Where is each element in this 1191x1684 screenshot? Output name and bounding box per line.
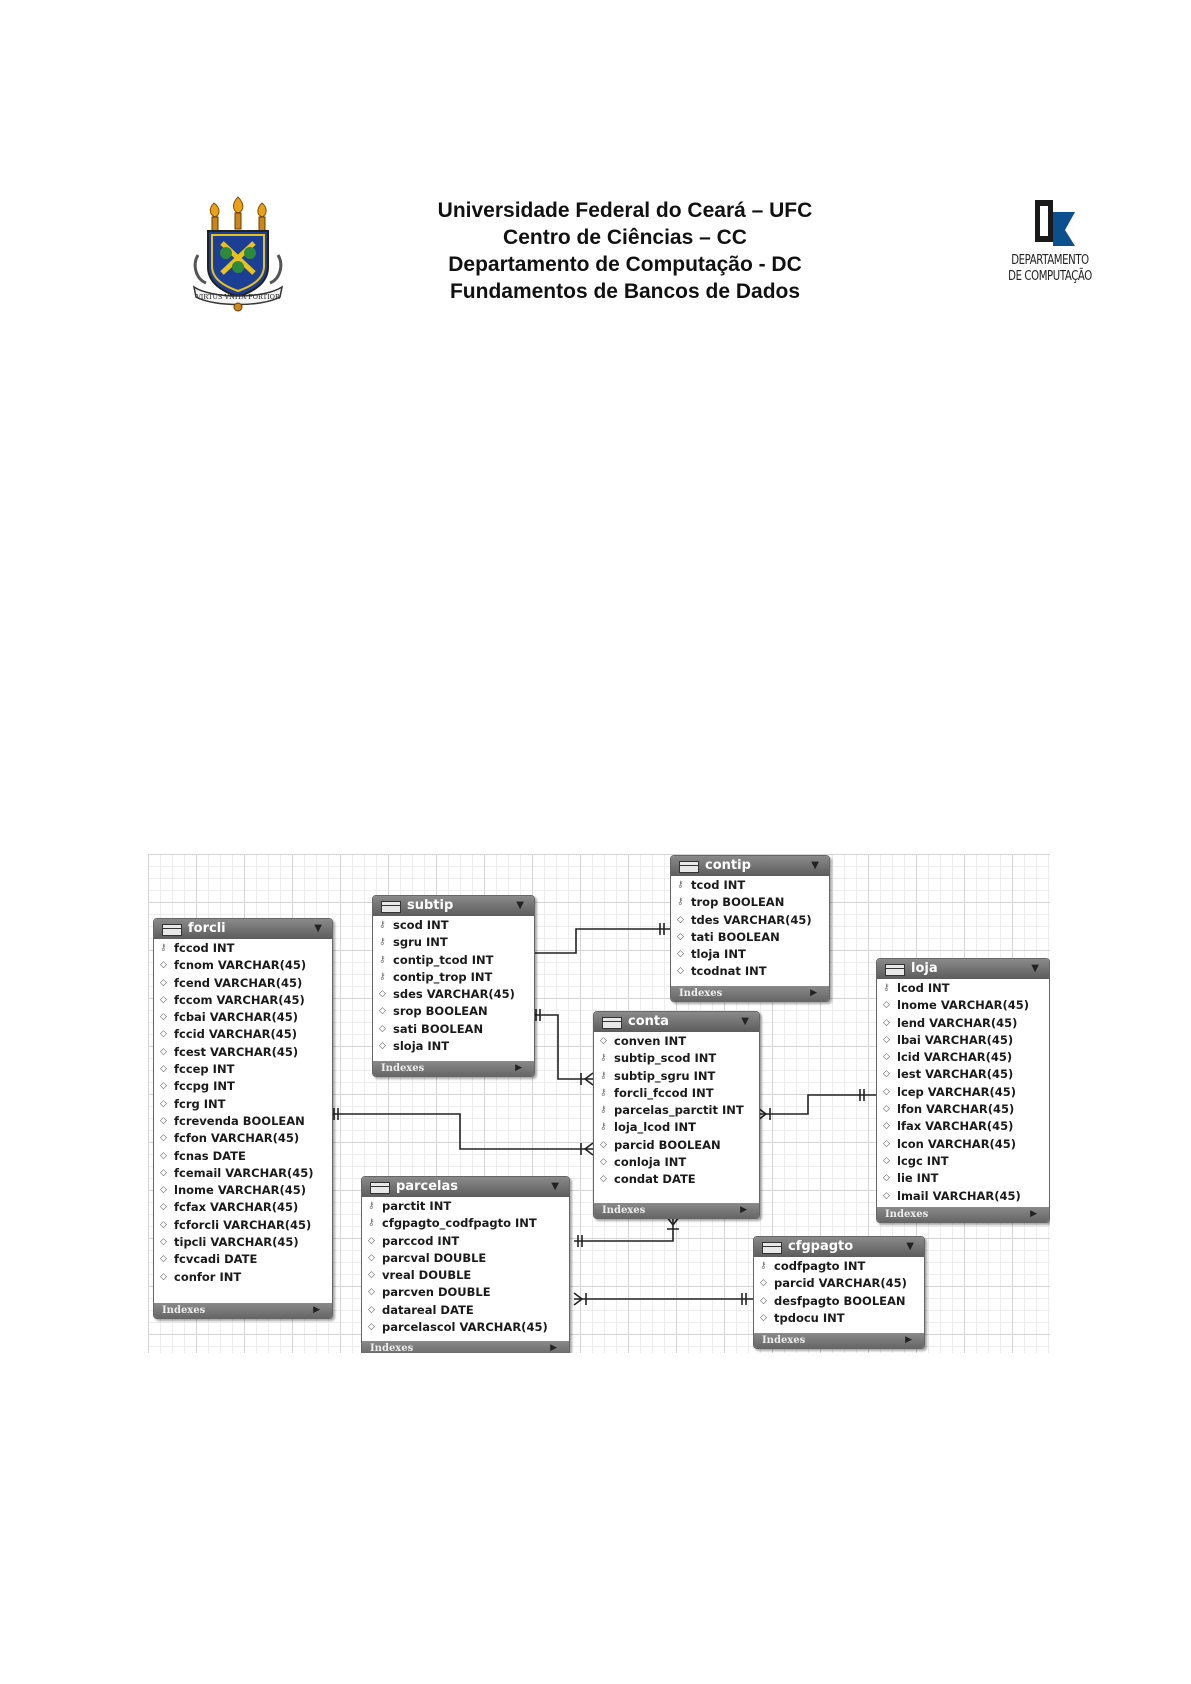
diamond-column-icon: ◇ — [760, 1278, 767, 1289]
diamond-column-icon: ◇ — [160, 1202, 167, 1213]
diamond-column-icon: ◇ — [160, 1029, 167, 1040]
attribute-row[interactable] — [373, 986, 534, 1003]
table-icon — [370, 1182, 390, 1194]
diamond-column-icon: ◇ — [883, 1069, 890, 1080]
diamond-column-icon: ◇ — [883, 1052, 890, 1063]
attribute-row[interactable] — [362, 1233, 569, 1250]
expand-arrow-icon[interactable]: ▶ — [905, 1335, 912, 1345]
attribute-text: sloja INT — [393, 1039, 450, 1054]
entity-header[interactable] — [373, 896, 534, 916]
attribute-row[interactable] — [877, 980, 1049, 997]
diamond-column-icon: ◇ — [677, 931, 684, 942]
attribute-row[interactable] — [877, 1049, 1049, 1066]
entity-name: subtip — [407, 898, 454, 913]
key-icon: ⚷ — [600, 1087, 607, 1098]
diamond-column-icon: ◇ — [160, 1219, 167, 1230]
attribute-row[interactable] — [373, 1021, 534, 1038]
indexes-label: Indexes — [885, 1209, 929, 1220]
attribute-row[interactable] — [154, 1113, 332, 1130]
indexes-label: Indexes — [679, 988, 723, 999]
diamond-column-icon: ◇ — [160, 1271, 167, 1282]
attribute-text: fcbai VARCHAR(45) — [174, 1010, 298, 1025]
table-icon — [885, 964, 905, 976]
attribute-row[interactable] — [594, 1068, 759, 1085]
attribute-text: scod INT — [393, 918, 449, 932]
attribute-text: parcelascol VARCHAR(45) — [382, 1320, 548, 1335]
attribute-text: vreal DOUBLE — [382, 1268, 472, 1283]
collapse-chevron-icon[interactable]: ▼ — [811, 860, 819, 871]
entity-loja[interactable] — [876, 958, 1050, 1223]
attribute-text: fcemail VARCHAR(45) — [174, 1165, 314, 1180]
attribute-row[interactable] — [877, 1170, 1049, 1187]
collapse-chevron-icon[interactable]: ▼ — [741, 1016, 749, 1027]
entity-contip[interactable] — [670, 855, 830, 1002]
expand-arrow-icon[interactable]: ▶ — [515, 1063, 522, 1073]
key-icon: ⚷ — [600, 1105, 607, 1116]
expand-arrow-icon[interactable]: ▶ — [313, 1305, 320, 1315]
key-icon: ⚷ — [160, 943, 167, 953]
attribute-text: lnome VARCHAR(45) — [897, 998, 1030, 1013]
indexes-label: Indexes — [762, 1335, 806, 1346]
entity-name: contip — [705, 858, 751, 873]
attribute-text: codfpagto INT — [774, 1259, 866, 1273]
attribute-row[interactable] — [877, 1066, 1049, 1083]
diamond-column-icon: ◇ — [160, 1115, 167, 1126]
diamond-column-icon: ◇ — [379, 1006, 386, 1017]
attribute-text: tcod INT — [691, 878, 746, 892]
attribute-text: fcvcadi DATE — [174, 1252, 258, 1267]
attribute-text: fccpg INT — [174, 1079, 235, 1094]
key-icon: ⚷ — [368, 1218, 375, 1229]
diamond-column-icon: ◇ — [379, 1023, 386, 1034]
diamond-column-icon: ◇ — [677, 949, 684, 960]
indexes-label: Indexes — [162, 1305, 206, 1316]
attribute-row[interactable] — [671, 929, 829, 946]
diamond-column-icon: ◇ — [883, 1173, 890, 1184]
entity-name: parcelas — [396, 1179, 458, 1194]
attribute-row[interactable] — [754, 1275, 924, 1292]
entity-header[interactable] — [877, 959, 1049, 979]
attribute-row[interactable] — [594, 1154, 759, 1171]
attribute-row[interactable] — [154, 975, 332, 992]
indexes-label: Indexes — [602, 1205, 646, 1216]
attribute-text: sdes VARCHAR(45) — [393, 987, 515, 1002]
attribute-row[interactable] — [154, 957, 332, 974]
diamond-column-icon: ◇ — [760, 1312, 767, 1323]
key-icon: ⚷ — [600, 1053, 607, 1064]
attribute-text: contip_trop INT — [393, 969, 493, 984]
attribute-row[interactable] — [373, 969, 534, 986]
attribute-text: tpdocu INT — [774, 1310, 845, 1325]
attribute-row[interactable] — [154, 1234, 332, 1251]
diamond-column-icon: ◇ — [760, 1295, 767, 1306]
diamond-column-icon: ◇ — [883, 1000, 890, 1011]
attribute-row[interactable] — [373, 952, 534, 969]
attribute-row[interactable] — [594, 1102, 759, 1119]
er-diagram — [148, 854, 1050, 1353]
attribute-text: fccid VARCHAR(45) — [174, 1027, 298, 1042]
attribute-text: tipcli VARCHAR(45) — [174, 1235, 299, 1250]
diamond-column-icon: ◇ — [160, 1185, 167, 1196]
attribute-text: fccep INT — [174, 1062, 235, 1077]
diamond-column-icon: ◇ — [600, 1036, 607, 1046]
attribute-row[interactable] — [362, 1215, 569, 1232]
relation-subtip-contip — [533, 929, 670, 953]
attribute-text: subtip_scod INT — [614, 1051, 717, 1066]
attribute-row[interactable] — [373, 1038, 534, 1055]
entity-header[interactable] — [671, 856, 829, 876]
diamond-column-icon: ◇ — [160, 1167, 167, 1178]
attribute-row[interactable] — [154, 1182, 332, 1199]
relation-conta-loja — [758, 1095, 876, 1114]
attribute-text: parcval DOUBLE — [382, 1250, 487, 1265]
attribute-text: lcon VARCHAR(45) — [897, 1136, 1017, 1151]
attribute-text: parcid VARCHAR(45) — [774, 1276, 907, 1291]
attribute-row[interactable] — [594, 1050, 759, 1067]
attribute-text: lcid VARCHAR(45) — [897, 1050, 1013, 1065]
attribute-text: lest VARCHAR(45) — [897, 1067, 1014, 1082]
diamond-column-icon: ◇ — [368, 1287, 375, 1298]
expand-arrow-icon[interactable]: ▶ — [1030, 1209, 1037, 1219]
diamond-column-icon: ◇ — [883, 1138, 890, 1149]
attribute-row[interactable] — [154, 1078, 332, 1095]
attribute-text: fccod INT — [174, 941, 235, 955]
attribute-text: loja_lcod INT — [614, 1120, 696, 1135]
attribute-row[interactable] — [754, 1258, 924, 1275]
diamond-column-icon: ◇ — [368, 1270, 375, 1281]
diamond-column-icon: ◇ — [160, 1098, 167, 1109]
attribute-text: parccod INT — [382, 1233, 460, 1248]
attribute-row[interactable] — [362, 1250, 569, 1267]
attribute-text: fcfon VARCHAR(45) — [174, 1131, 300, 1146]
key-icon: ⚷ — [379, 937, 386, 948]
attribute-row[interactable] — [671, 963, 829, 980]
attribute-text: conloja INT — [614, 1155, 687, 1170]
collapse-chevron-icon[interactable]: ▼ — [516, 900, 524, 911]
header-line-center: Centro de Ciências – CC — [503, 226, 747, 249]
dc-logo-text-line1: DEPARTAMENTO — [1011, 253, 1089, 268]
diamond-column-icon: ◇ — [677, 966, 684, 977]
attribute-row[interactable] — [154, 1217, 332, 1234]
attribute-row[interactable] — [154, 1199, 332, 1216]
entity-conta[interactable] — [593, 1011, 760, 1219]
indexes-footer[interactable] — [877, 1207, 1049, 1222]
diamond-column-icon: ◇ — [160, 1046, 167, 1057]
attribute-text: lie INT — [897, 1171, 939, 1186]
expand-arrow-icon[interactable]: ▶ — [810, 988, 817, 998]
diamond-column-icon: ◇ — [883, 1104, 890, 1115]
entity-name: forcli — [188, 921, 226, 936]
attribute-text: sgru INT — [393, 935, 448, 950]
attribute-row[interactable] — [362, 1267, 569, 1284]
svg-text:VIRTUS VNITA FORTIOR: VIRTUS VNITA FORTIOR — [196, 293, 280, 301]
dc-department-logo — [990, 198, 1110, 298]
indexes-label: Indexes — [370, 1343, 414, 1353]
entity-name: cfgpagto — [788, 1239, 854, 1254]
attribute-text: srop BOOLEAN — [393, 1004, 488, 1019]
attribute-text: lcep VARCHAR(45) — [897, 1084, 1017, 1099]
attribute-row[interactable] — [154, 1044, 332, 1061]
attribute-row[interactable] — [154, 1148, 332, 1165]
indexes-footer[interactable] — [362, 1341, 569, 1353]
relation-forcli-conta — [331, 1114, 593, 1149]
indexes-footer[interactable] — [154, 1303, 332, 1318]
entity-header[interactable] — [594, 1012, 759, 1032]
attribute-text: datareal DATE — [382, 1302, 474, 1317]
document-header — [400, 197, 850, 305]
diamond-column-icon: ◇ — [160, 1254, 167, 1265]
attribute-row[interactable] — [594, 1137, 759, 1154]
diamond-column-icon: ◇ — [368, 1304, 375, 1315]
entity-subtip[interactable] — [372, 895, 535, 1077]
key-icon: ⚷ — [677, 880, 684, 890]
relation-subtip-conta — [533, 1015, 593, 1079]
attribute-text: lfon VARCHAR(45) — [897, 1102, 1015, 1117]
attribute-row[interactable] — [154, 992, 332, 1009]
collapse-chevron-icon[interactable]: ▼ — [906, 1241, 914, 1252]
attribute-row[interactable] — [373, 917, 534, 934]
attribute-text: tdes VARCHAR(45) — [691, 912, 812, 927]
table-icon — [162, 924, 182, 936]
indexes-footer[interactable] — [671, 986, 829, 1001]
attribute-row[interactable] — [154, 1165, 332, 1182]
diamond-column-icon: ◇ — [600, 1174, 607, 1185]
dc-logo-text-line2: DE COMPUTAÇÃO — [1008, 269, 1092, 284]
attribute-row[interactable] — [362, 1319, 569, 1336]
attribute-row[interactable] — [671, 912, 829, 929]
diamond-column-icon: ◇ — [160, 977, 167, 988]
attribute-text: desfpagto BOOLEAN — [774, 1293, 906, 1308]
diamond-column-icon: ◇ — [379, 989, 386, 1000]
attribute-text: fcforcli VARCHAR(45) — [174, 1217, 312, 1232]
attribute-text: fcnom VARCHAR(45) — [174, 958, 307, 973]
key-icon: ⚷ — [379, 954, 386, 965]
entity-header[interactable] — [362, 1177, 569, 1197]
attribute-text: trop BOOLEAN — [691, 895, 785, 910]
entity-header[interactable] — [154, 919, 332, 939]
key-icon: ⚷ — [600, 1122, 607, 1133]
attribute-text: parcelas_parctit INT — [614, 1103, 744, 1118]
entity-header[interactable] — [754, 1237, 924, 1257]
attribute-row[interactable] — [877, 1084, 1049, 1101]
diamond-column-icon: ◇ — [883, 1155, 890, 1166]
attribute-row[interactable] — [154, 1026, 332, 1043]
attribute-text: lcgc INT — [897, 1153, 949, 1168]
entity-name: conta — [628, 1014, 669, 1029]
entity-parcelas[interactable] — [361, 1176, 570, 1353]
key-icon: ⚷ — [883, 983, 890, 993]
diamond-column-icon: ◇ — [600, 1157, 607, 1168]
table-icon — [679, 861, 699, 873]
attribute-row[interactable] — [671, 894, 829, 911]
attribute-row[interactable] — [877, 997, 1049, 1014]
attribute-row[interactable] — [154, 940, 332, 957]
attribute-row[interactable] — [877, 1136, 1049, 1153]
attribute-row[interactable] — [754, 1293, 924, 1310]
attribute-text: sati BOOLEAN — [393, 1021, 484, 1036]
attribute-row[interactable] — [877, 1032, 1049, 1049]
attribute-text: lmail VARCHAR(45) — [897, 1188, 1021, 1203]
dc-mark-icon — [1031, 198, 1079, 250]
attribute-row[interactable] — [671, 946, 829, 963]
table-icon — [381, 901, 401, 913]
attribute-row[interactable] — [594, 1085, 759, 1102]
diamond-column-icon: ◇ — [368, 1252, 375, 1263]
attribute-text: fcest VARCHAR(45) — [174, 1044, 299, 1059]
attribute-text: condat DATE — [614, 1172, 696, 1187]
attribute-row[interactable] — [154, 1009, 332, 1026]
attribute-text: lbai VARCHAR(45) — [897, 1032, 1014, 1047]
diamond-column-icon: ◇ — [677, 914, 684, 925]
key-icon: ⚷ — [379, 971, 386, 982]
ufc-coat-of-arms-logo — [188, 195, 288, 313]
attribute-row[interactable] — [877, 1118, 1049, 1135]
attribute-row[interactable] — [373, 934, 534, 951]
attribute-text: lend VARCHAR(45) — [897, 1015, 1018, 1030]
collapse-chevron-icon[interactable]: ▼ — [1031, 963, 1039, 974]
attribute-row[interactable] — [154, 1130, 332, 1147]
attribute-text: tati BOOLEAN — [691, 929, 780, 944]
attribute-row[interactable] — [877, 1015, 1049, 1032]
table-icon — [762, 1242, 782, 1254]
diamond-column-icon: ◇ — [883, 1121, 890, 1132]
entity-name: loja — [911, 961, 938, 976]
diamond-column-icon: ◇ — [600, 1139, 607, 1150]
attribute-text: lcod INT — [897, 981, 950, 995]
diamond-column-icon: ◇ — [160, 1133, 167, 1144]
indexes-footer[interactable] — [373, 1061, 534, 1076]
attribute-row[interactable] — [671, 877, 829, 894]
attribute-text: tcodnat INT — [691, 964, 767, 979]
attribute-text: fcrg INT — [174, 1096, 226, 1111]
attribute-row[interactable] — [362, 1198, 569, 1215]
attribute-text: lfax VARCHAR(45) — [897, 1119, 1014, 1134]
indexes-label: Indexes — [381, 1063, 425, 1074]
attribute-row[interactable] — [154, 1061, 332, 1078]
diamond-column-icon: ◇ — [160, 1064, 167, 1075]
attribute-text: fccom VARCHAR(45) — [174, 992, 305, 1007]
key-icon: ⚷ — [368, 1201, 375, 1211]
diamond-column-icon: ◇ — [160, 994, 167, 1005]
diamond-column-icon: ◇ — [883, 1034, 890, 1045]
attribute-row[interactable] — [154, 1096, 332, 1113]
attribute-text: parcven DOUBLE — [382, 1285, 491, 1300]
entity-cfgpagto[interactable] — [753, 1236, 925, 1349]
key-icon: ⚷ — [379, 920, 386, 930]
attribute-text: subtip_sgru INT — [614, 1068, 716, 1083]
diamond-column-icon: ◇ — [379, 1041, 386, 1052]
attribute-text: lnome VARCHAR(45) — [174, 1183, 307, 1198]
attribute-text: cfgpagto_codfpagto INT — [382, 1216, 537, 1231]
attribute-text: contip_tcod INT — [393, 952, 494, 967]
header-line-department: Departamento de Computação - DC — [448, 253, 802, 276]
diamond-column-icon: ◇ — [160, 960, 167, 971]
key-icon: ⚷ — [600, 1070, 607, 1081]
attribute-row[interactable] — [877, 1188, 1049, 1205]
diamond-column-icon: ◇ — [160, 1012, 167, 1023]
attribute-row[interactable] — [594, 1119, 759, 1136]
attribute-text: parctit INT — [382, 1199, 452, 1213]
indexes-footer[interactable] — [594, 1203, 759, 1218]
header-line-university: Universidade Federal do Ceará – UFC — [437, 199, 813, 222]
attribute-row[interactable] — [154, 1269, 332, 1286]
attribute-text: fcrevenda BOOLEAN — [174, 1113, 305, 1128]
diamond-column-icon: ◇ — [883, 1190, 890, 1201]
attribute-row[interactable] — [594, 1033, 759, 1050]
attribute-text: conven INT — [614, 1034, 687, 1048]
attribute-row[interactable] — [154, 1251, 332, 1268]
attribute-row[interactable] — [362, 1302, 569, 1319]
diamond-column-icon: ◇ — [883, 1086, 890, 1097]
attribute-text: fcnas DATE — [174, 1148, 246, 1163]
attribute-row[interactable] — [877, 1153, 1049, 1170]
diamond-column-icon: ◇ — [160, 1237, 167, 1248]
expand-arrow-icon[interactable]: ▶ — [550, 1343, 557, 1353]
torches-icon — [210, 197, 266, 231]
table-icon — [602, 1017, 622, 1029]
diamond-column-icon: ◇ — [368, 1322, 375, 1333]
attribute-row[interactable] — [362, 1284, 569, 1301]
entity-forcli[interactable] — [153, 918, 333, 1319]
attribute-text: confor INT — [174, 1269, 242, 1284]
attribute-text: fcend VARCHAR(45) — [174, 975, 303, 990]
indexes-footer[interactable] — [754, 1333, 924, 1348]
diamond-column-icon: ◇ — [368, 1235, 375, 1246]
diamond-column-icon: ◇ — [883, 1017, 890, 1028]
diamond-column-icon: ◇ — [160, 1081, 167, 1092]
attribute-text: parcid BOOLEAN — [614, 1137, 721, 1152]
attribute-text: forcli_fccod INT — [614, 1085, 714, 1100]
key-icon: ⚷ — [677, 897, 684, 908]
collapse-chevron-icon[interactable]: ▼ — [551, 1181, 559, 1192]
relation-parcelas-conta — [574, 1217, 673, 1241]
collapse-chevron-icon[interactable]: ▼ — [314, 923, 322, 934]
attribute-text: tloja INT — [691, 947, 746, 962]
attribute-row[interactable] — [754, 1310, 924, 1327]
attribute-text: fcfax VARCHAR(45) — [174, 1200, 299, 1215]
diamond-column-icon: ◇ — [160, 1150, 167, 1161]
key-icon: ⚷ — [760, 1261, 767, 1271]
expand-arrow-icon[interactable]: ▶ — [740, 1205, 747, 1215]
attribute-row[interactable] — [877, 1101, 1049, 1118]
attribute-row[interactable] — [373, 1003, 534, 1020]
header-line-course: Fundamentos de Bancos de Dados — [449, 280, 801, 303]
attribute-row[interactable] — [594, 1171, 759, 1188]
